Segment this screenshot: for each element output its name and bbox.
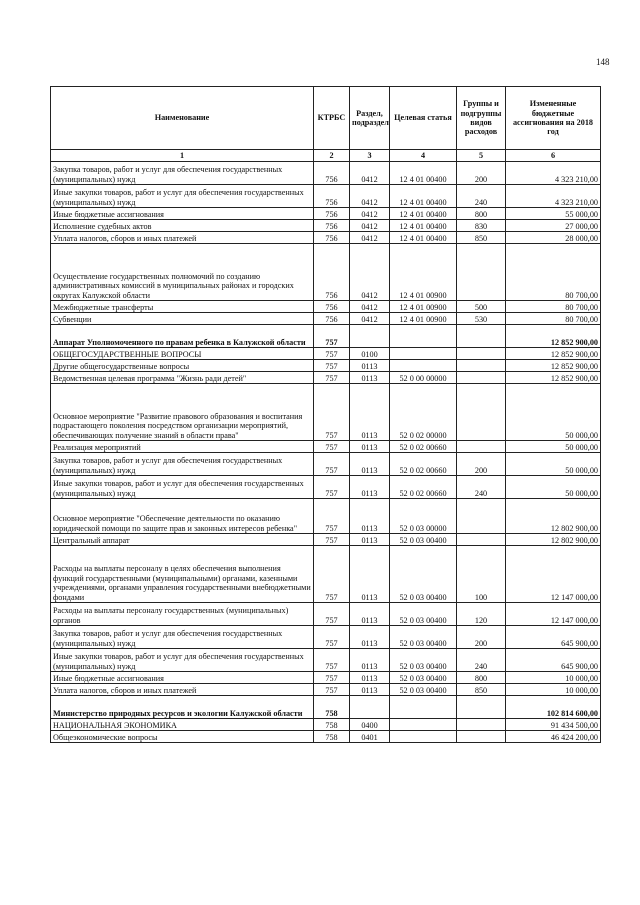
header-amount: Измененные бюджетные ассигнования на 2018 год [506, 87, 601, 150]
row-name: Основное мероприятие "Развитие правового образования и воспитания подрастающего поколения посредством организации мероприятий, обеспечивающих получение знаний в области права" [51, 384, 314, 441]
row-target: 12 4 01 00400 [390, 220, 457, 232]
row-ktrbs: 757 [314, 384, 350, 441]
row-ktrbs: 757 [314, 372, 350, 384]
row-section: 0113 [350, 441, 390, 453]
table-row [51, 626, 601, 649]
row-ktrbs: 756 [314, 185, 350, 208]
row-ktrbs: 757 [314, 441, 350, 453]
row-section: 0412 [350, 301, 390, 313]
row-name: Основное мероприятие "Обеспечение деятельности по оказанию юридической помощи по защите прав и законных интересов ребенка" [51, 499, 314, 534]
row-section [350, 696, 390, 719]
row-group: 850 [457, 684, 506, 696]
row-target: 52 0 02 00660 [390, 476, 457, 499]
row-target: 52 0 02 00000 [390, 384, 457, 441]
header-ktrbs: КТРБС [314, 87, 350, 150]
table-row [51, 441, 601, 453]
row-ktrbs: 756 [314, 301, 350, 313]
row-ktrbs: 757 [314, 499, 350, 534]
row-section: 0113 [350, 499, 390, 534]
table-row [51, 372, 601, 384]
row-target: 12 4 01 00400 [390, 232, 457, 244]
row-ktrbs: 758 [314, 696, 350, 719]
row-target: 52 0 03 00400 [390, 684, 457, 696]
row-ktrbs: 758 [314, 719, 350, 731]
row-section: 0113 [350, 372, 390, 384]
row-name: Исполнение судебных актов [51, 220, 314, 232]
budget-table [50, 86, 601, 743]
row-section: 0113 [350, 384, 390, 441]
header-groups: Группы и подгруппы видов расходов [457, 87, 506, 150]
row-amount: 27 000,00 [506, 220, 601, 232]
table-row [51, 499, 601, 534]
row-group [457, 372, 506, 384]
row-amount: 55 000,00 [506, 208, 601, 220]
row-name: Ведомственная целевая программа "Жизнь ради детей" [51, 372, 314, 384]
table-row [51, 384, 601, 441]
row-ktrbs: 757 [314, 453, 350, 476]
row-ktrbs: 757 [314, 476, 350, 499]
table-row [51, 476, 601, 499]
table-row [51, 348, 601, 360]
row-name: Общеэкономические вопросы [51, 731, 314, 743]
row-amount: 4 323 210,00 [506, 162, 601, 185]
row-target: 12 4 01 00900 [390, 244, 457, 301]
row-name: Уплата налогов, сборов и иных платежей [51, 232, 314, 244]
row-name: Расходы на выплаты персоналу государственных (муниципальных) органов [51, 603, 314, 626]
row-target: 12 4 01 00900 [390, 301, 457, 313]
row-amount: 645 900,00 [506, 649, 601, 672]
row-target: 12 4 01 00400 [390, 185, 457, 208]
table-row [51, 244, 601, 301]
row-target [390, 360, 457, 372]
table-row [51, 162, 601, 185]
row-name: Аппарат Уполномоченного по правам ребенка в Калужской области [51, 325, 314, 348]
column-number: 1 [51, 150, 314, 162]
table-row [51, 672, 601, 684]
row-amount: 91 434 500,00 [506, 719, 601, 731]
table-row [51, 325, 601, 348]
row-name: Закупка товаров, работ и услуг для обеспечения государственных (муниципальных) нужд [51, 453, 314, 476]
row-section: 0401 [350, 731, 390, 743]
row-name: Иные бюджетные ассигнования [51, 208, 314, 220]
row-section: 0113 [350, 546, 390, 603]
row-amount: 12 802 900,00 [506, 534, 601, 546]
row-ktrbs: 757 [314, 546, 350, 603]
row-name: Министерство природных ресурсов и экологии Калужской области [51, 696, 314, 719]
table-row [51, 603, 601, 626]
row-group: 500 [457, 301, 506, 313]
header-name: Наименование [51, 87, 314, 150]
column-number-row [51, 150, 601, 162]
row-ktrbs: 756 [314, 232, 350, 244]
header-target: Целевая статья [390, 87, 457, 150]
row-name: Осуществление государственных полномочий по созданию административных комиссий в муниципальных районах и городских округах Калужской области [51, 244, 314, 301]
row-section: 0113 [350, 453, 390, 476]
row-target: 12 4 01 00400 [390, 162, 457, 185]
table-row [51, 546, 601, 603]
row-amount: 12 852 900,00 [506, 348, 601, 360]
row-ktrbs: 757 [314, 626, 350, 649]
row-ktrbs: 756 [314, 162, 350, 185]
row-ktrbs: 757 [314, 672, 350, 684]
row-target: 52 0 03 00400 [390, 603, 457, 626]
row-name: Закупка товаров, работ и услуг для обеспечения государственных (муниципальных) нужд [51, 162, 314, 185]
table-row [51, 696, 601, 719]
row-ktrbs: 757 [314, 603, 350, 626]
row-amount: 102 814 600,00 [506, 696, 601, 719]
row-section: 0100 [350, 348, 390, 360]
row-ktrbs: 756 [314, 208, 350, 220]
row-target: 52 0 03 00400 [390, 534, 457, 546]
row-section: 0412 [350, 162, 390, 185]
row-target: 52 0 03 00000 [390, 499, 457, 534]
column-number: 5 [457, 150, 506, 162]
page-number: 148 [596, 57, 610, 67]
row-section: 0113 [350, 360, 390, 372]
header-row [51, 87, 601, 150]
row-amount: 12 852 900,00 [506, 372, 601, 384]
row-group [457, 441, 506, 453]
row-ktrbs: 756 [314, 220, 350, 232]
row-amount: 12 147 000,00 [506, 603, 601, 626]
table-row [51, 453, 601, 476]
row-amount: 80 700,00 [506, 244, 601, 301]
table-row [51, 232, 601, 244]
row-target: 52 0 03 00400 [390, 546, 457, 603]
row-ktrbs: 757 [314, 684, 350, 696]
row-name: Другие общегосударственные вопросы [51, 360, 314, 372]
row-ktrbs: 757 [314, 534, 350, 546]
row-name: Иные закупки товаров, работ и услуг для обеспечения государственных (муниципальных) нужд [51, 649, 314, 672]
table-row [51, 220, 601, 232]
row-amount: 4 323 210,00 [506, 185, 601, 208]
row-amount: 50 000,00 [506, 441, 601, 453]
row-target: 52 0 03 00400 [390, 626, 457, 649]
row-amount: 12 852 900,00 [506, 360, 601, 372]
row-group [457, 348, 506, 360]
table-row [51, 684, 601, 696]
table-row [51, 719, 601, 731]
table-row [51, 208, 601, 220]
row-target [390, 325, 457, 348]
row-group [457, 384, 506, 441]
header-section: Раздел, подраздел [350, 87, 390, 150]
table-row [51, 301, 601, 313]
row-amount: 50 000,00 [506, 453, 601, 476]
row-section: 0113 [350, 534, 390, 546]
column-number: 2 [314, 150, 350, 162]
row-target: 52 0 02 00660 [390, 453, 457, 476]
row-target: 52 0 00 00000 [390, 372, 457, 384]
row-group [457, 244, 506, 301]
row-amount: 80 700,00 [506, 313, 601, 325]
table-row [51, 649, 601, 672]
row-section: 0113 [350, 476, 390, 499]
row-amount: 12 802 900,00 [506, 499, 601, 534]
row-group: 800 [457, 672, 506, 684]
row-section: 0400 [350, 719, 390, 731]
row-target [390, 731, 457, 743]
table-row [51, 731, 601, 743]
table-body [51, 162, 601, 743]
row-section: 0113 [350, 649, 390, 672]
row-name: Иные закупки товаров, работ и услуг для обеспечения государственных (муниципальных) нужд [51, 185, 314, 208]
table-row [51, 534, 601, 546]
row-section: 0113 [350, 672, 390, 684]
row-group: 240 [457, 185, 506, 208]
row-section: 0412 [350, 208, 390, 220]
row-name: Субвенции [51, 313, 314, 325]
row-section: 0412 [350, 185, 390, 208]
row-name: Центральный аппарат [51, 534, 314, 546]
column-number: 4 [390, 150, 457, 162]
row-section: 0113 [350, 684, 390, 696]
row-amount: 12 852 900,00 [506, 325, 601, 348]
row-name: Закупка товаров, работ и услуг для обеспечения государственных (муниципальных) нужд [51, 626, 314, 649]
row-ktrbs: 756 [314, 244, 350, 301]
row-section: 0412 [350, 232, 390, 244]
row-ktrbs: 758 [314, 731, 350, 743]
row-group [457, 696, 506, 719]
row-section [350, 325, 390, 348]
row-amount: 80 700,00 [506, 301, 601, 313]
row-section: 0412 [350, 244, 390, 301]
row-group: 200 [457, 162, 506, 185]
row-group: 800 [457, 208, 506, 220]
row-amount: 645 900,00 [506, 626, 601, 649]
column-number: 6 [506, 150, 601, 162]
table-row [51, 360, 601, 372]
row-group: 200 [457, 626, 506, 649]
row-amount: 10 000,00 [506, 684, 601, 696]
row-target [390, 348, 457, 360]
row-amount: 10 000,00 [506, 672, 601, 684]
row-ktrbs: 756 [314, 313, 350, 325]
row-name: НАЦИОНАЛЬНАЯ ЭКОНОМИКА [51, 719, 314, 731]
row-group [457, 360, 506, 372]
row-name: Межбюджетные трансферты [51, 301, 314, 313]
row-target: 12 4 01 00900 [390, 313, 457, 325]
row-group: 120 [457, 603, 506, 626]
row-name: Иные закупки товаров, работ и услуг для обеспечения государственных (муниципальных) нужд [51, 476, 314, 499]
row-amount: 12 147 000,00 [506, 546, 601, 603]
column-number: 3 [350, 150, 390, 162]
row-group [457, 499, 506, 534]
row-section: 0412 [350, 220, 390, 232]
row-target: 52 0 03 00400 [390, 672, 457, 684]
row-group: 240 [457, 476, 506, 499]
table-row [51, 313, 601, 325]
row-ktrbs: 757 [314, 649, 350, 672]
row-group: 850 [457, 232, 506, 244]
row-group: 200 [457, 453, 506, 476]
row-name: Уплата налогов, сборов и иных платежей [51, 684, 314, 696]
row-target: 12 4 01 00400 [390, 208, 457, 220]
row-ktrbs: 757 [314, 360, 350, 372]
row-target: 52 0 02 00660 [390, 441, 457, 453]
row-target [390, 696, 457, 719]
row-section: 0412 [350, 313, 390, 325]
row-target: 52 0 03 00400 [390, 649, 457, 672]
row-name: Реализация мероприятий [51, 441, 314, 453]
row-amount: 50 000,00 [506, 384, 601, 441]
row-group [457, 731, 506, 743]
row-group: 100 [457, 546, 506, 603]
row-group: 240 [457, 649, 506, 672]
row-group [457, 534, 506, 546]
row-amount: 46 424 200,00 [506, 731, 601, 743]
row-group [457, 325, 506, 348]
row-name: Иные бюджетные ассигнования [51, 672, 314, 684]
row-group: 830 [457, 220, 506, 232]
row-target [390, 719, 457, 731]
row-section: 0113 [350, 603, 390, 626]
row-ktrbs: 757 [314, 325, 350, 348]
row-group: 530 [457, 313, 506, 325]
row-name: ОБЩЕГОСУДАРСТВЕННЫЕ ВОПРОСЫ [51, 348, 314, 360]
table-row [51, 185, 601, 208]
row-amount: 28 000,00 [506, 232, 601, 244]
row-amount: 50 000,00 [506, 476, 601, 499]
row-group [457, 719, 506, 731]
row-ktrbs: 757 [314, 348, 350, 360]
row-name: Расходы на выплаты персоналу в целях обеспечения выполнения функций государственными (муниципальными) органами, казенными учреждениями, органами управления государственными внебюджетными фондами [51, 546, 314, 603]
row-section: 0113 [350, 626, 390, 649]
